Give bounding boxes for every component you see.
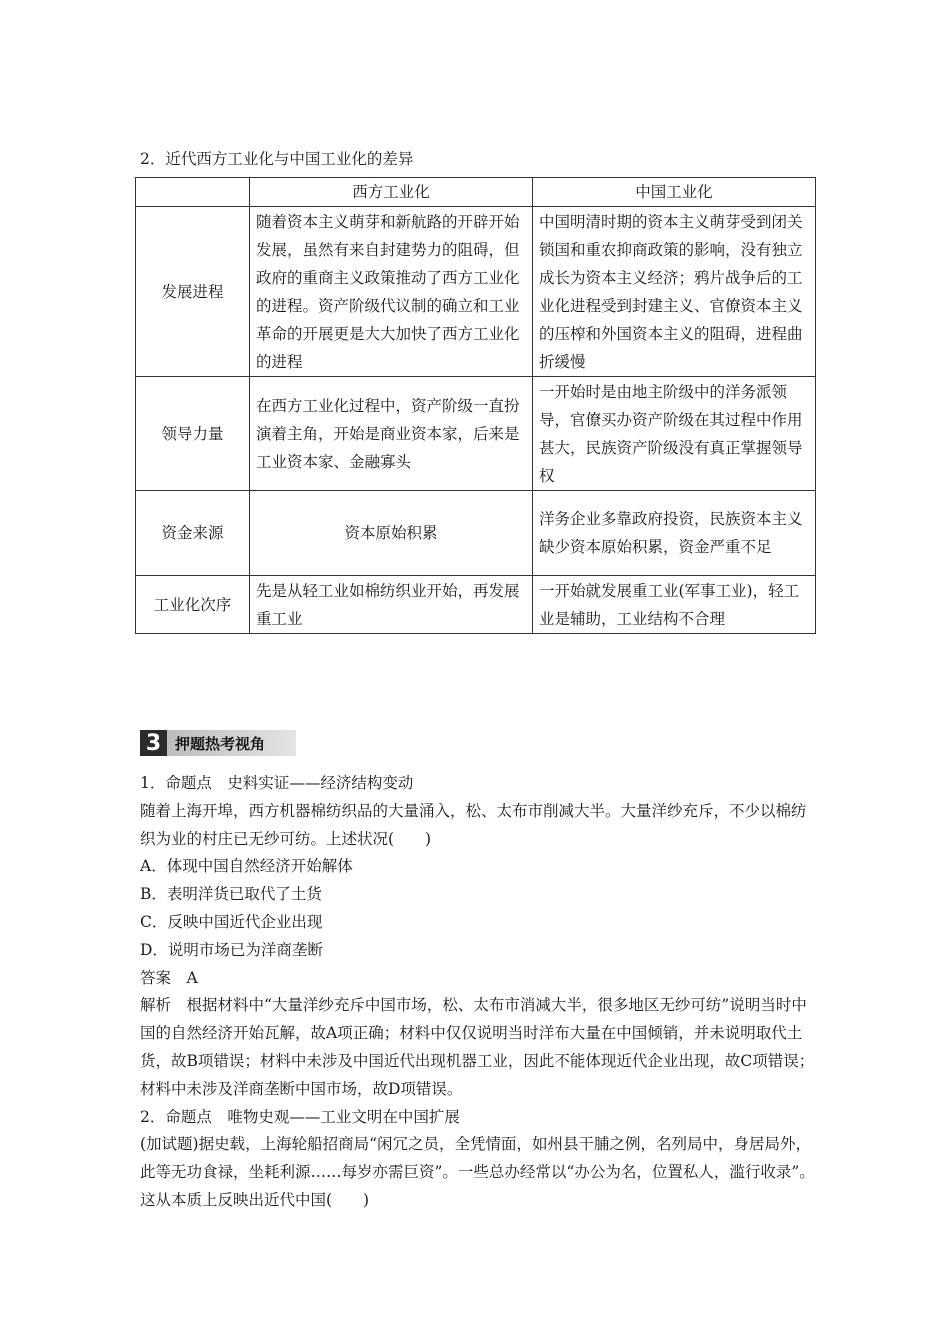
row-label: 领导力量 xyxy=(136,377,250,491)
section-title-comparison: 2．近代西方工业化与中国工业化的差异 xyxy=(140,150,414,168)
china-cell: 一开始时是由地主阶级中的洋务派领导，官僚买办资产阶级在其过程中作用甚大，民族资产阶级没有真正掌握领导权 xyxy=(533,377,816,491)
china-cell: 洋务企业多靠政府投资，民族资本主义缺少资本原始积累，资金严重不足 xyxy=(533,491,816,576)
question-1-option-a: A．体现中国自然经济开始解体 xyxy=(140,857,353,876)
row-label: 发展进程 xyxy=(136,207,250,377)
table-header-empty xyxy=(136,178,250,207)
question-1-option-c: C．反映中国近代企业出现 xyxy=(140,912,323,931)
china-cell: 一开始就发展重工业(军事工业)，轻工业是辅助，工业结构不合理 xyxy=(533,576,816,634)
table-header-china: 中国工业化 xyxy=(533,178,816,207)
west-cell: 在西方工业化过程中，资产阶级一直扮演着主角，开始是商业资本家，后来是工业资本家、金融寡头 xyxy=(250,377,533,491)
question-1-option-d: D．说明市场已为洋商垄断 xyxy=(140,940,323,959)
question-content xyxy=(140,770,820,1215)
question-2-stem: (加试题)据史载，上海轮船招商局“闲冗之员，全凭情面，如州县干脯之例，名列局中，身居局外，此等无功食禄，坐耗利源……每岁亦需巨资”。一些总办经常以“办公为名，位置私人，滥行收录”。这从本质上反映出近代中国( ) xyxy=(140,1135,815,1209)
question-2-heading: 2．命题点 唯物史观——工业文明在中国扩展 xyxy=(140,1107,460,1126)
china-cell: 中国明清时期的资本主义萌芽受到闭关锁国和重农抑商政策的影响，没有独立成长为资本主义经济；鸦片战争后的工业化进程受到封建主义、官僚资本主义的压榨和外国资本主义的阻碍，进程曲折缓慢 xyxy=(533,207,816,377)
table-header-west: 西方工业化 xyxy=(250,178,533,207)
section-banner-title: 押题热考视角 xyxy=(167,730,296,756)
west-cell: 先是从轻工业如棉纺织业开始，再发展重工业 xyxy=(250,576,533,634)
question-1-stem: 随着上海开埠，西方机器棉纺织品的大量涌入，松、太布市削减大半。大量洋纱充斥，不少以棉纺织为业的村庄已无纱可纺。上述状况( ) xyxy=(140,801,807,848)
row-label: 资金来源 xyxy=(136,491,250,576)
question-1-heading: 1．命题点 史料实证——经济结构变动 xyxy=(140,774,414,792)
table-row xyxy=(136,576,816,634)
question-1-analysis: 解析 根据材料中“大量洋纱充斥中国市场，松、太布市消减大半，很多地区无纱可纺”说明当时中国的自然经济开始瓦解，故A项正确；材料中仅仅说明当时洋布大量在中国倾销，并未说明取代土货，故B项错误；材料中未涉及中国近代出现机器工业，因此不能体现近代企业出现，故C项错误；材料中未涉及洋商垄断中国市场，故D项错误。 xyxy=(140,996,815,1098)
table-row xyxy=(136,207,816,377)
table-header-row xyxy=(136,178,816,207)
comparison-table xyxy=(135,177,816,634)
west-cell: 资本原始积累 xyxy=(250,491,533,576)
table-row xyxy=(136,491,816,576)
question-1-answer: 答案 A xyxy=(140,968,198,987)
question-1-option-b: B．表明洋货已取代了土货 xyxy=(140,885,322,904)
section-banner xyxy=(140,730,296,756)
section-number-badge: 3 xyxy=(140,730,167,756)
row-label: 工业化次序 xyxy=(136,576,250,634)
table-row xyxy=(136,377,816,491)
west-cell: 随着资本主义萌芽和新航路的开辟开始发展，虽然有来自封建势力的阻碍，但政府的重商主义政策推动了西方工业化的进程。资产阶级代议制的确立和工业革命的开展更是大大加快了西方工业化的进程 xyxy=(250,207,533,377)
